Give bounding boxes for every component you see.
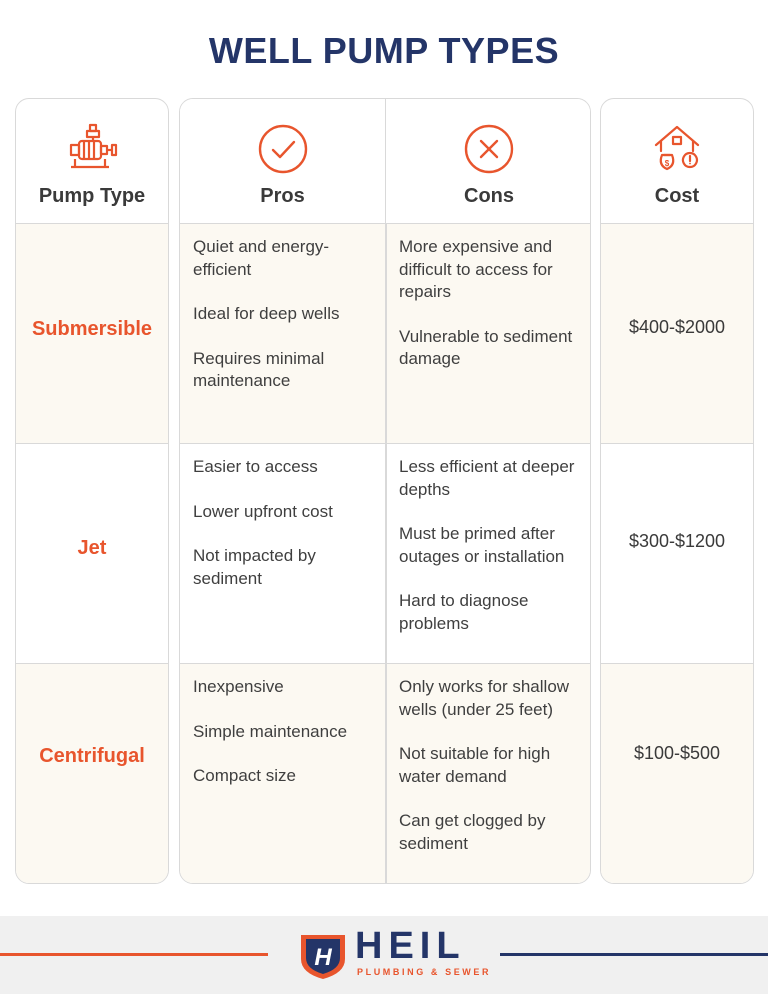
pump-type-header-label: Pump Type bbox=[38, 185, 146, 207]
column-divider bbox=[385, 444, 387, 663]
list-item: Simple maintenance bbox=[193, 721, 348, 741]
table-row bbox=[16, 443, 168, 663]
list-item: Can get clogged by sediment bbox=[399, 811, 546, 853]
house-money-icon bbox=[650, 121, 704, 175]
column-divider bbox=[385, 664, 387, 884]
footer-accent-line-right bbox=[500, 953, 768, 956]
table-row bbox=[601, 663, 753, 884]
cost-header bbox=[601, 99, 753, 223]
pros-header bbox=[180, 99, 385, 223]
page-title: WELL PUMP TYPES bbox=[208, 30, 560, 71]
cost-header-label: Cost bbox=[654, 185, 700, 207]
brand-name: HEIL bbox=[355, 925, 466, 967]
pump-type-submersible: Submersible bbox=[31, 318, 153, 340]
table-row bbox=[16, 663, 168, 884]
list-item: Requires minimal maintenance bbox=[193, 348, 325, 390]
heil-shield-logo-icon bbox=[299, 931, 347, 981]
pros-list bbox=[193, 676, 378, 810]
pump-type-column bbox=[15, 98, 169, 884]
svg-text:$: $ bbox=[664, 159, 670, 168]
list-item: Quiet and energy-efficient bbox=[193, 237, 330, 279]
table-row bbox=[180, 223, 590, 443]
check-circle-icon bbox=[257, 123, 309, 175]
list-item: Only works for shallow wells (under 25 feet) bbox=[399, 677, 570, 719]
cost-submersible: $400-$2000 bbox=[628, 317, 726, 337]
cost-column bbox=[600, 98, 754, 884]
table-row bbox=[180, 443, 590, 663]
list-item: Not impacted by sediment bbox=[193, 546, 316, 588]
column-divider bbox=[385, 224, 387, 443]
table-row bbox=[601, 443, 753, 663]
cons-header bbox=[386, 99, 591, 223]
cons-list bbox=[399, 456, 585, 657]
cost-jet: $300-$1200 bbox=[628, 531, 726, 551]
cost-centrifugal: $100-$500 bbox=[633, 743, 721, 763]
list-item: More expensive and difficult to access for repairs bbox=[399, 237, 553, 301]
pros-list bbox=[193, 456, 378, 612]
table-row bbox=[180, 663, 590, 884]
pros-header-label: Pros bbox=[260, 185, 305, 207]
list-item: Compact size bbox=[193, 766, 296, 785]
pump-type-jet: Jet bbox=[77, 537, 107, 559]
table-row bbox=[601, 223, 753, 443]
logo-letter: H bbox=[314, 944, 332, 971]
pump-type-centrifugal: Centrifugal bbox=[39, 745, 145, 767]
cons-header-label: Cons bbox=[464, 185, 514, 207]
list-item: Inexpensive bbox=[193, 677, 284, 696]
pros-list bbox=[193, 236, 378, 415]
x-circle-icon bbox=[463, 123, 515, 175]
cons-list bbox=[399, 676, 585, 877]
list-item: Ideal for deep wells bbox=[193, 304, 340, 323]
footer-accent-line-left bbox=[0, 953, 268, 956]
brand-tagline: PLUMBING & SEWER bbox=[357, 967, 492, 977]
list-item: Lower upfront cost bbox=[193, 501, 333, 521]
pump-type-header bbox=[16, 99, 168, 223]
cons-list bbox=[399, 236, 585, 393]
list-item: Not suitable for high water demand bbox=[399, 744, 551, 786]
pros-cons-column bbox=[179, 98, 591, 884]
list-item: Less efficient at deeper depths bbox=[399, 457, 575, 499]
list-item: Hard to diagnose problems bbox=[399, 591, 529, 633]
list-item: Easier to access bbox=[193, 457, 318, 476]
list-item: Vulnerable to sediment damage bbox=[399, 326, 573, 368]
table-row bbox=[16, 223, 168, 443]
list-item: Must be primed after outages or installation bbox=[399, 524, 565, 566]
pump-icon bbox=[65, 121, 119, 175]
